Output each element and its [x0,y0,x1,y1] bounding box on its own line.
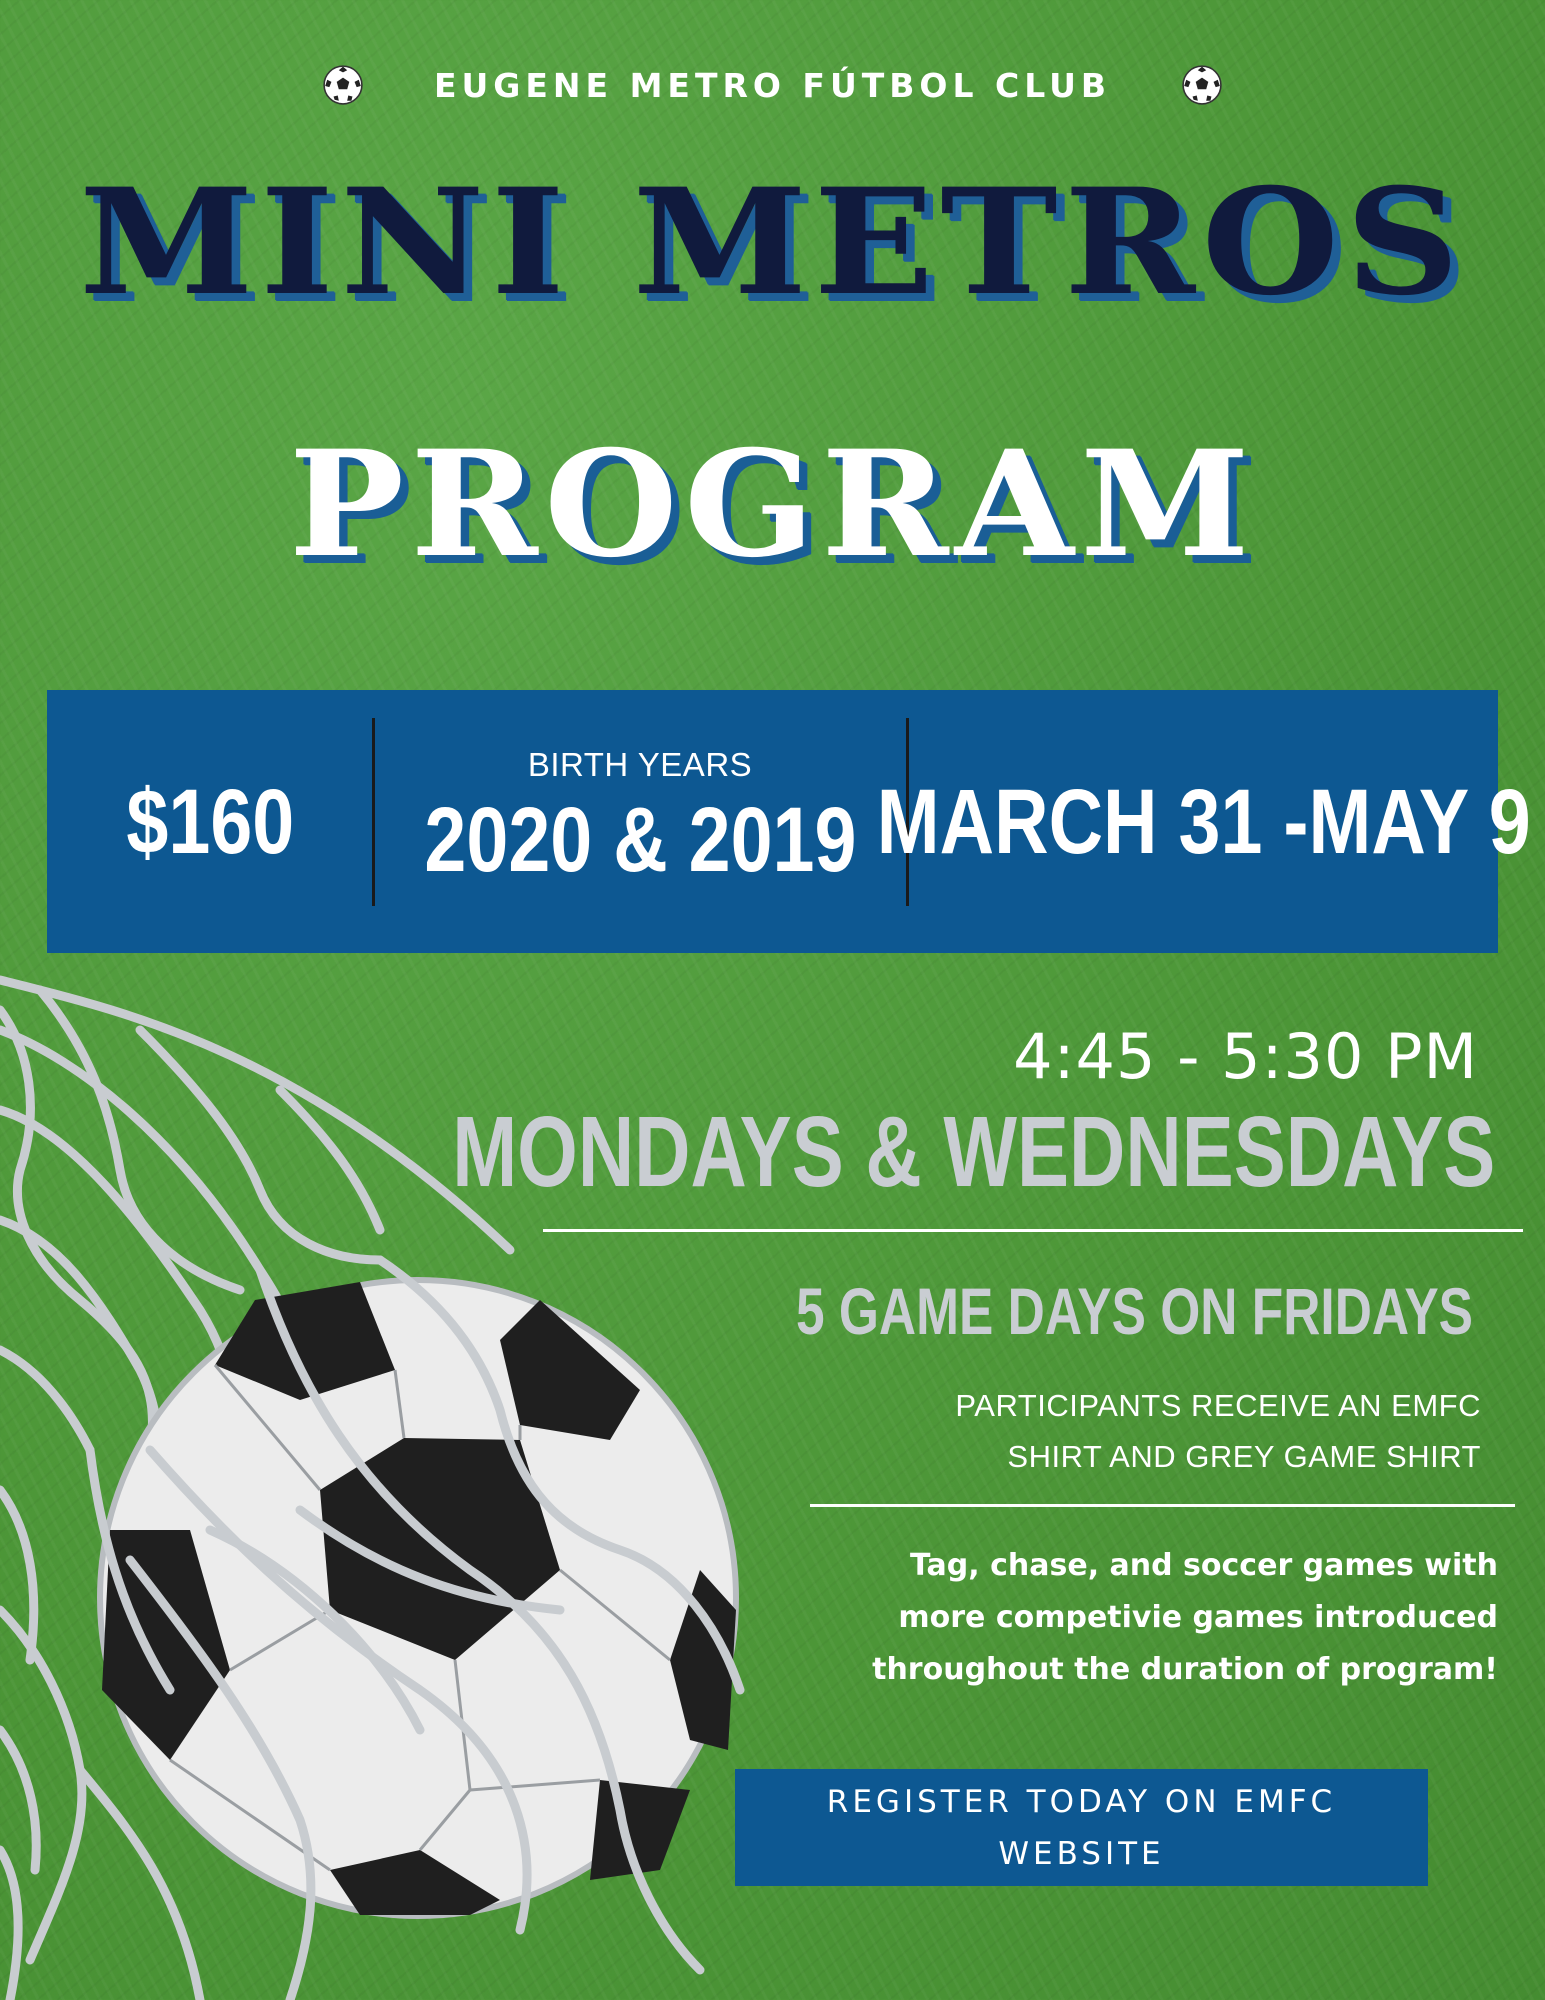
program-dates: MARCH 31 -MAY 9 [876,770,1531,873]
title-program: PROGRAM [288,419,1257,590]
club-header [0,60,1545,110]
program-description [872,1540,1498,1696]
description-line: Tag, chase, and soccer games with [909,1548,1498,1583]
title-mini-metros: MINI METROS [79,157,1466,328]
register-label: REGISTER TODAY ON EMFC WEBSITE [826,1783,1337,1872]
soccer-ball-icon [1181,64,1223,106]
price-cell [47,690,373,953]
price: $160 [126,770,294,873]
soccer-ball-icon [322,64,364,106]
participants-line: SHIRT AND GREY GAME SHIRT [1007,1439,1481,1474]
birth-years: 2020 & 2019 [423,788,857,891]
participants-line: PARTICIPANTS RECEIVE AN EMFC [955,1388,1481,1423]
session-days: MONDAYS & WEDNESDAYS [451,1096,1495,1208]
info-bar [47,690,1531,953]
birth-years-label: BIRTH YEARS [527,745,753,783]
dates-cell [876,690,1531,953]
birth-years-cell [375,690,905,953]
club-name: EUGENE METRO FÚTBOL CLUB [433,65,1112,105]
game-days: 5 GAME DAYS ON FRIDAYS [795,1274,1473,1348]
description-line: more competivie games introduced [898,1600,1498,1635]
divider-line [543,1229,1523,1232]
register-button[interactable] [735,1769,1428,1886]
divider-line [810,1504,1515,1507]
participants-info [955,1380,1481,1482]
session-time: 4:45 - 5:30 PM [1013,1020,1478,1093]
description-line: throughout the duration of program! [872,1652,1498,1687]
